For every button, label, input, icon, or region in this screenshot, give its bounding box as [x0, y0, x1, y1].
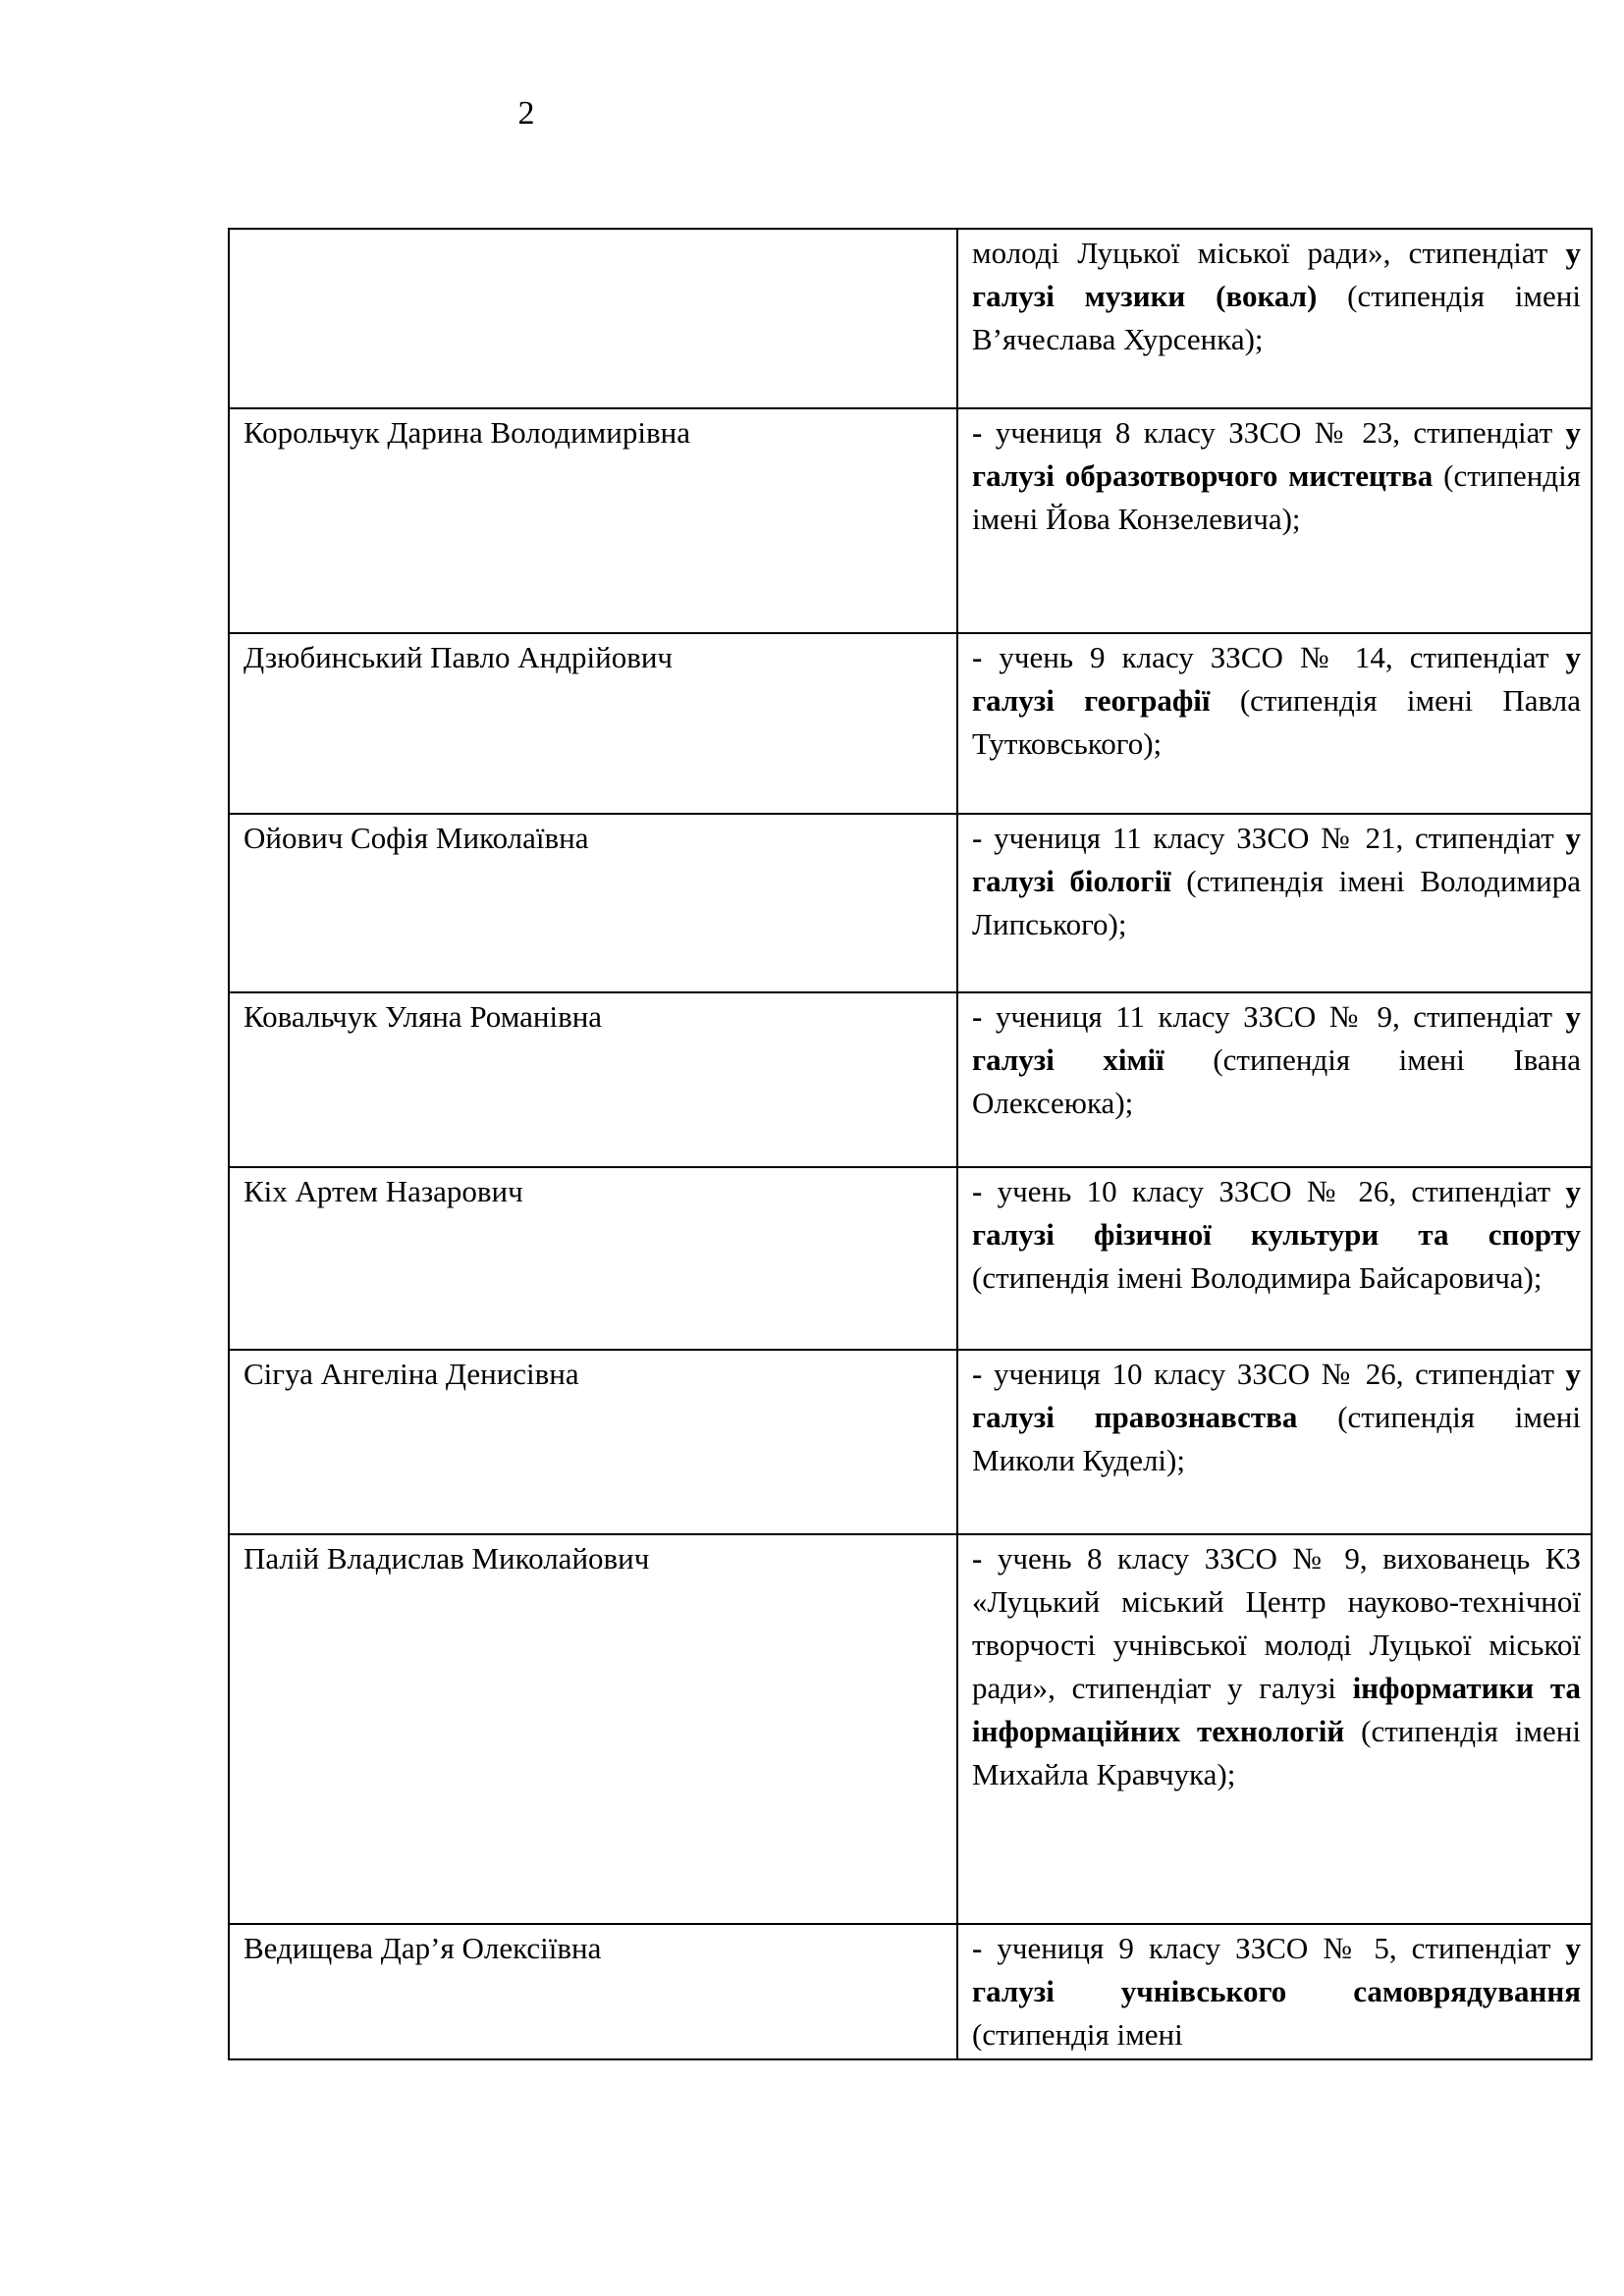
stipendiary-table-body	[229, 229, 1592, 2059]
desc-segment: -	[972, 1541, 998, 1575]
desc-segment: (стипендія імені Михайла Кравчука);	[972, 1714, 1581, 1791]
desc-segment: -	[972, 999, 996, 1034]
desc-segment: -	[972, 415, 996, 450]
recipient-name-cell: Ойович Софія Миколаївна	[229, 814, 957, 992]
stipend-description-cell	[957, 1534, 1592, 1924]
desc-segment: учениця 9 класу ЗЗСО № 5, стипендіат	[997, 1931, 1566, 1965]
desc-segment: (стипендія імені Миколи Куделі);	[972, 1400, 1581, 1477]
desc-segment: -	[972, 1174, 998, 1208]
table-row	[229, 992, 1592, 1167]
table-row	[229, 1534, 1592, 1924]
desc-segment: -	[972, 1357, 994, 1391]
desc-segment: учениця 11 класу ЗЗСО № 21, стипендіат	[994, 821, 1566, 855]
stipend-description-cell	[957, 229, 1592, 408]
desc-segment: (стипендія імені Йова Конзелевича);	[972, 458, 1581, 536]
desc-segment: у галузі учнівського самоврядування	[972, 1931, 1581, 2008]
desc-segment: (стипендія імені В’ячеслава Хурсенка);	[972, 279, 1582, 356]
recipient-name-cell: Корольчук Дарина Володимирівна	[229, 408, 957, 633]
stipend-description-cell	[957, 814, 1592, 992]
desc-segment: у галузі біології	[972, 821, 1582, 898]
desc-segment: (стипендія імені Павла Тутковського);	[972, 683, 1581, 761]
desc-segment: у галузі хімії	[972, 999, 1581, 1077]
desc-segment: інформатики та інформаційних технологій	[972, 1671, 1581, 1748]
table-row	[229, 1167, 1592, 1350]
table-row	[229, 1924, 1592, 2059]
desc-segment: (стипендія імені Івана Олексеюка);	[972, 1042, 1581, 1120]
desc-segment: у галузі фізичної культури та спорту	[972, 1174, 1581, 1252]
table-row	[229, 633, 1592, 814]
stipend-description-cell	[957, 1924, 1592, 2059]
recipient-name-cell: Ковальчук Уляна Романівна	[229, 992, 957, 1167]
desc-segment: учениця 11 класу ЗЗСО № 9, стипендіат	[995, 999, 1566, 1034]
stipend-description-cell	[957, 1167, 1592, 1350]
page-number: 2	[517, 95, 535, 132]
recipient-name-cell: Кіх Артем Назарович	[229, 1167, 957, 1350]
desc-segment: учень 10 класу ЗЗСО № 26, стипендіат	[997, 1174, 1566, 1208]
desc-segment: у галузі географії	[972, 640, 1581, 718]
desc-segment: молоді Луцької міської ради», стипендіат	[972, 236, 1566, 270]
desc-segment: у галузі музики (вокал)	[972, 236, 1581, 313]
desc-segment: у галузі образотворчого мистецтва	[972, 415, 1581, 493]
recipient-name-cell	[229, 229, 957, 408]
desc-segment: учень 9 класу ЗЗСО № 14, стипендіат	[999, 640, 1566, 674]
stipend-description-cell	[957, 1350, 1592, 1534]
recipient-name-cell: Сігуа Ангеліна Денисівна	[229, 1350, 957, 1534]
desc-segment: (стипендія імені Володимира Байсаровича);	[972, 1260, 1543, 1295]
recipient-name-cell: Дзюбинський Павло Андрійович	[229, 633, 957, 814]
desc-segment: -	[972, 640, 1000, 674]
recipient-name-cell: Ведищева Дар’я Олексіївна	[229, 1924, 957, 2059]
table-row	[229, 1350, 1592, 1534]
desc-segment: (стипендія імені Володимира Липського);	[972, 864, 1581, 941]
desc-segment: учениця 8 класу ЗЗСО № 23, стипендіат	[995, 415, 1566, 450]
table-row	[229, 408, 1592, 633]
stipend-description-cell	[957, 408, 1592, 633]
desc-segment: у галузі правознавства	[972, 1357, 1581, 1434]
desc-segment: учениця 10 класу ЗЗСО № 26, стипендіат	[993, 1357, 1566, 1391]
stipend-description-cell	[957, 992, 1592, 1167]
stipendiary-table	[228, 228, 1593, 2060]
desc-segment: учень 8 класу ЗЗСО № 9, вихованець КЗ «Луцький міський Центр науково-технічної творчості учнівської молоді Луцької міської ради», стипендіат у галузі	[972, 1541, 1581, 1705]
desc-segment: -	[972, 821, 995, 855]
table-row	[229, 814, 1592, 992]
desc-segment: (стипендія імені	[972, 2017, 1183, 2052]
stipend-description-cell	[957, 633, 1592, 814]
recipient-name-cell: Палій Владислав Миколайович	[229, 1534, 957, 1924]
table-row	[229, 229, 1592, 408]
desc-segment: -	[972, 1931, 998, 1965]
